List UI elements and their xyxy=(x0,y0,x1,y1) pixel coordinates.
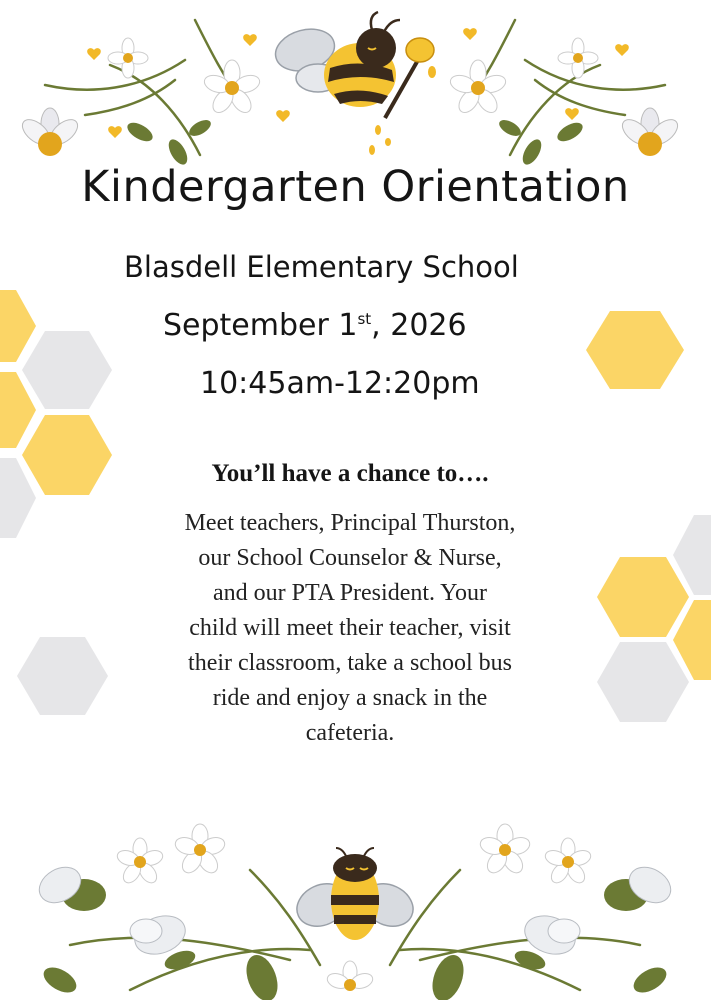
event-date-day: September 1 xyxy=(163,308,358,343)
description-line: and our PTA President. Your xyxy=(212,580,488,606)
page-title: Kindergarten Orientation xyxy=(81,162,630,212)
description-line: our School Counselor & Nurse, xyxy=(198,545,502,571)
description-line: their classroom, take a school bus xyxy=(188,650,512,676)
description-line: child will meet their teacher, visit xyxy=(189,615,511,641)
description-line: Meet teachers, Principal Thurston, xyxy=(184,510,516,536)
event-date-year: , 2026 xyxy=(371,308,467,343)
event-date-ordinal: st xyxy=(357,310,372,328)
event-description xyxy=(100,506,600,751)
event-time: 10:45am-12:20pm xyxy=(200,366,480,401)
bee-icon xyxy=(290,848,420,940)
description-line: ride and enjoy a snack in the xyxy=(212,685,488,711)
event-date xyxy=(163,308,467,343)
description-line: cafeteria. xyxy=(305,720,395,746)
lead-heading: You’ll have a chance to…. xyxy=(211,460,489,487)
school-name: Blasdell Elementary School xyxy=(124,250,519,284)
